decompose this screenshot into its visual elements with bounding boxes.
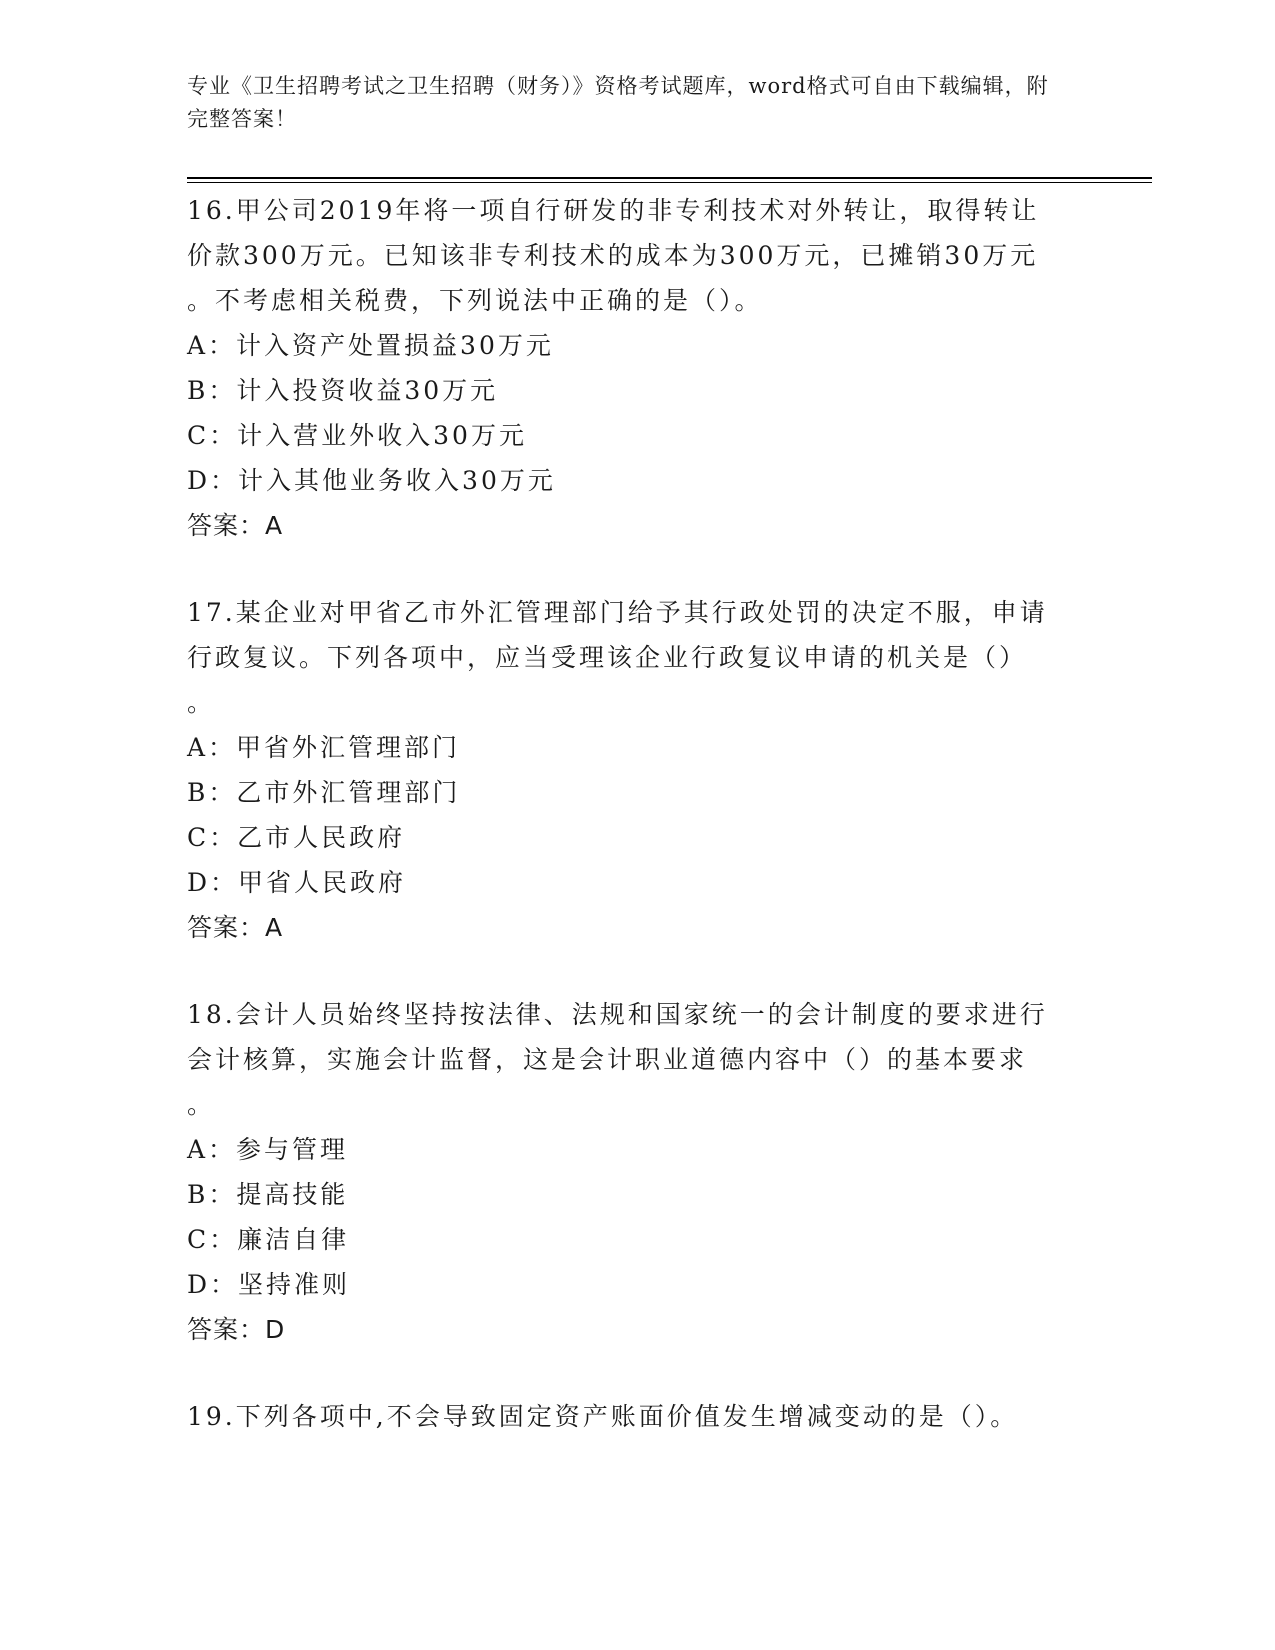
- option-c: C：廉洁自律: [187, 1225, 350, 1254]
- question-19: [187, 1394, 1087, 1439]
- question-16: [187, 188, 1087, 548]
- option-c: C：乙市人民政府: [187, 823, 406, 852]
- document-header: 专业《卫生招聘考试之卫生招聘（财务）》资格考试题库，word格式可自由下载编辑，附完整答案！: [187, 74, 1049, 131]
- option-d: D：计入其他业务收入30万元: [187, 466, 556, 495]
- header-divider-thin: [187, 182, 1152, 183]
- header-divider-thick: [187, 177, 1152, 179]
- answer: 答案：A: [187, 511, 284, 540]
- question-17: [187, 590, 1087, 950]
- answer: 答案：A: [187, 913, 284, 942]
- question-stem: 17.某企业对甲省乙市外汇管理部门给予其行政处罚的决定不服，申请 行政复议。下列各项中，应当受理该企业行政复议申请的机关是（） 。: [187, 598, 1048, 717]
- question-list: [187, 188, 1087, 1481]
- question-stem: 16.甲公司2019年将一项自行研发的非专利技术对外转让，取得转让 价款300万元。已知该非专利技术的成本为300万元，已摊销30万元 。不考虑相关税费，下列说法中正确的是（）。: [187, 196, 1040, 315]
- option-d: D：坚持准则: [187, 1270, 351, 1299]
- option-a: A：计入资产处置损益30万元: [187, 331, 554, 360]
- answer: 答案：D: [187, 1315, 286, 1344]
- option-a: A：参与管理: [187, 1135, 349, 1164]
- option-b: B：乙市外汇管理部门: [187, 778, 461, 807]
- option-c: C：计入营业外收入30万元: [187, 421, 527, 450]
- option-b: B：提高技能: [187, 1180, 349, 1209]
- option-b: B：计入投资收益30万元: [187, 376, 499, 405]
- option-d: D：甲省人民政府: [187, 868, 407, 897]
- question-stem: 19.下列各项中,不会导致固定资产账面价值发生增减变动的是（）。: [187, 1402, 1019, 1431]
- question-18: [187, 992, 1087, 1352]
- question-stem: 18.会计人员始终坚持按法律、法规和国家统一的会计制度的要求进行 会计核算，实施会计监督，这是会计职业道德内容中（）的基本要求 。: [187, 1000, 1048, 1119]
- option-a: A：甲省外汇管理部门: [187, 733, 461, 762]
